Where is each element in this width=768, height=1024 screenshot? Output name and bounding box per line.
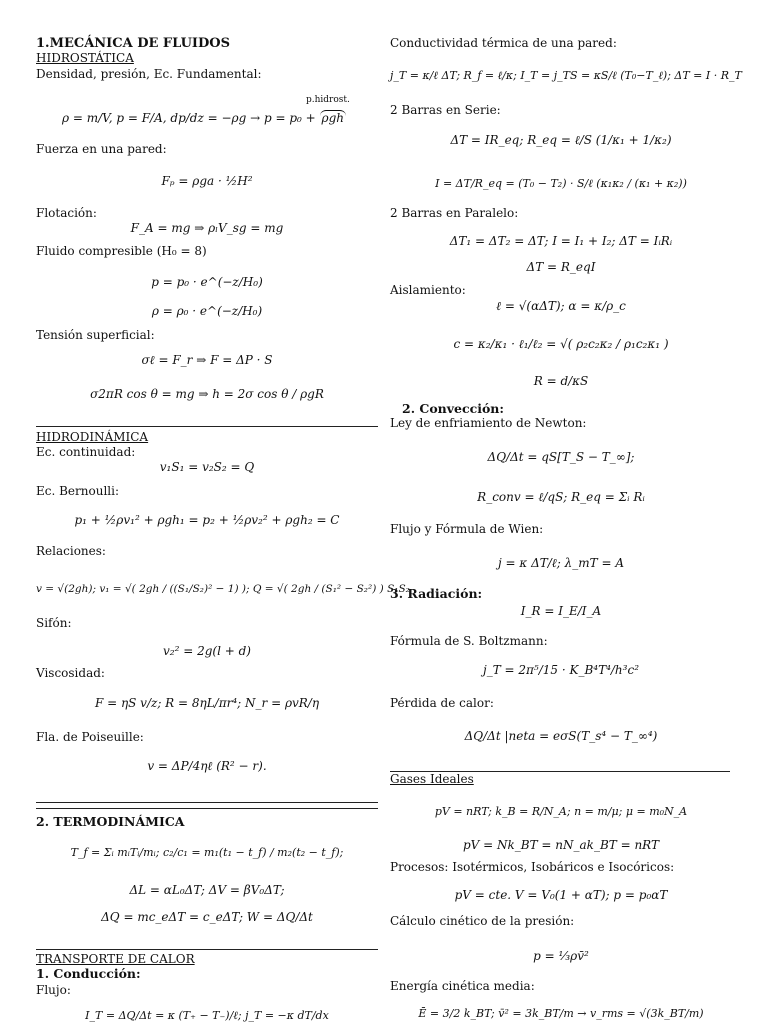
eq-serie1: ΔT = IR_eq; R_eq = ℓ/S (1/κ₁ + 1/κ₂) xyxy=(450,133,672,147)
eq-serie2: I = ΔT/R_eq = (T₀ − T₂) · S/ℓ (κ₁κ₂ / (κ₁ + κ₂)) xyxy=(435,177,687,190)
eq-relaciones: v = √(2gh); v₁ = √( 2gh / ((S₁/S₂)² − 1) ); Q = √( 2gh / (S₁² − S₂²) ) S₁S₂ xyxy=(36,583,410,595)
label-paralelo: 2 Barras en Paralelo: xyxy=(390,206,519,220)
label-compresible: Fluido compresible (H₀ = 8) xyxy=(36,244,207,258)
heading-conveccion: 2. Convección: xyxy=(402,401,505,416)
eq-fundamental-main: ρ = m/V, p = F/A, dp/dz = −ρg → p = p₀ + xyxy=(62,111,316,125)
eq-aisl2: c = κ₂/κ₁ · ℓ₁/ℓ₂ = √( ρ₂c₂κ₂ / ρ₁c₂κ₁ ) xyxy=(453,337,669,351)
section-title-fluidos: 1.MECÁNICA DE FLUIDOS xyxy=(36,36,230,51)
eq-procesos: pV = cte. V = V₀(1 + αT); p = p₀αT xyxy=(454,888,668,902)
eq-newton: ΔQ/Δt = qS[T_S − T_∞]; xyxy=(487,450,635,464)
divider-termo-2 xyxy=(36,808,378,809)
label-sifon: Sifón: xyxy=(36,616,72,630)
eq-flujo: I_T = ΔQ/Δt = κ (T₊ − T₋)/ℓ; j_T = −κ dT/dx xyxy=(85,1009,329,1022)
eq-cond-pared: j_T = κ/ℓ ΔT; R_f = ℓ/κ; I_T = j_TS = κS/ℓ (T₀−T_ℓ); ΔT = I · R_T xyxy=(390,69,742,82)
label-newton: Ley de enfriamiento de Newton: xyxy=(390,416,587,430)
eq-comp2: ρ = ρ₀ · e^(−z/H₀) xyxy=(151,304,263,318)
eq-fundamental-tail: ρgh xyxy=(321,111,344,125)
label-tension: Tensión superficial: xyxy=(36,328,155,342)
label-perdida: Pérdida de calor: xyxy=(390,696,494,710)
eq-boltzmann: j_T = 2π⁵/15 · K_B⁴T⁴/h³c² xyxy=(482,663,640,677)
eq-aisl1: ℓ = √(αΔT); α = κ/ρ_c xyxy=(496,299,626,313)
eq-wien: j = κ ΔT/ℓ; λ_mT = A xyxy=(498,556,624,570)
heading-conduccion: 1. Conducción: xyxy=(36,966,141,981)
eq-pared: Fₚ = ρga · ½H² xyxy=(161,174,253,188)
label-flujo: Flujo: xyxy=(36,983,71,997)
label-procesos: Procesos: Isotérmicos, Isobáricos e Isocóricos: xyxy=(390,860,675,874)
divider-hidrodinamica xyxy=(36,426,378,427)
eq-termo3: ΔQ = mc_eΔT = c_eΔT; W = ΔQ/Δt xyxy=(101,910,313,924)
eq-tension2: σ2πR cos θ = mg ⇒ h = 2σ cos θ / ρgR xyxy=(90,387,324,401)
eq-paralelo1: ΔT₁ = ΔT₂ = ΔT; I = I₁ + I₂; ΔT = IᵢRᵢ xyxy=(449,234,673,248)
eq-fundamental xyxy=(62,112,346,126)
eq-perdida: ΔQ/Δt |neta = eσS(T_s⁴ − T_∞⁴) xyxy=(464,729,658,743)
heading-hidrostatica: HIDROSTÁTICA xyxy=(36,51,134,65)
eq-bernoulli: p₁ + ½ρv₁² + ρgh₁ = p₂ + ½ρv₂² + ρgh₂ = C xyxy=(74,513,340,527)
eq-aisl3: R = d/κS xyxy=(533,374,589,388)
eq-gases1: pV = nRT; k_B = R/N_A; n = m/μ; μ = m₀N_A xyxy=(434,805,688,818)
label-pared: Fuerza en una pared: xyxy=(36,142,167,156)
heading-radiacion: 3. Radiación: xyxy=(390,586,483,601)
eq-flotacion: F_A = mg ⇒ ρₗV_sg = mg xyxy=(130,221,284,235)
label-energia: Energía cinética media: xyxy=(390,979,535,993)
label-densidad: Densidad, presión, Ec. Fundamental: xyxy=(36,67,262,81)
eq-gases2: pV = Nk_BT = nN_ak_BT = nRT xyxy=(462,838,660,852)
eq-cinetico: p = ⅓ρv̄² xyxy=(533,949,589,963)
heading-termodinamica: 2. TERMODINÁMICA xyxy=(36,814,185,829)
label-relaciones: Relaciones: xyxy=(36,544,106,558)
eq-termo2: ΔL = αL₀ΔT; ΔV = βV₀ΔT; xyxy=(129,883,285,897)
heading-hidrodinamica: HIDRODINÁMICA xyxy=(36,430,149,444)
eq-sifon: v₂² = 2g(l + d) xyxy=(163,644,251,658)
label-poiseuille: Fla. de Poiseuille: xyxy=(36,730,144,744)
label-aislamiento: Aislamiento: xyxy=(390,283,466,297)
divider-transporte xyxy=(36,949,378,950)
eq-termo1: T_f = Σᵢ mᵢTᵢ/mᵢ; c₂/c₁ = m₁(t₁ − t_f) / m₂(t₂ − t_f); xyxy=(70,846,344,859)
heading-transporte: TRANSPORTE DE CALOR xyxy=(36,952,195,966)
note-phidrost: p.hidrost. xyxy=(306,95,350,105)
eq-rconv: R_conv = ℓ/qS; R_eq = Σᵢ Rᵢ xyxy=(477,490,645,504)
label-wien: Flujo y Fórmula de Wien: xyxy=(390,522,544,536)
label-flotacion: Flotación: xyxy=(36,206,97,220)
label-bernoulli: Ec. Bernoulli: xyxy=(36,484,120,498)
heading-gases: Gases Ideales xyxy=(390,772,474,786)
label-boltzmann: Fórmula de S. Boltzmann: xyxy=(390,634,548,648)
label-cond-pared: Conductividad térmica de una pared: xyxy=(390,36,617,50)
label-continuidad: Ec. continuidad: xyxy=(36,445,136,459)
eq-radiacion: I_R = I_E/I_A xyxy=(520,604,602,618)
divider-termo-1 xyxy=(36,802,378,803)
eq-energia: Ē = 3/2 k_BT; v̄² = 3k_BT/m → v_rms = √(3k_BT/m) xyxy=(418,1007,704,1020)
eq-comp1: p = p₀ · e^(−z/H₀) xyxy=(151,275,263,289)
label-viscosidad: Viscosidad: xyxy=(36,666,105,680)
eq-paralelo2: ΔT = R_eqI xyxy=(526,260,596,274)
eq-continuidad: v₁S₁ = v₂S₂ = Q xyxy=(159,460,255,474)
eq-poiseuille: v = ΔP/4ηℓ (R² − r). xyxy=(147,759,267,773)
eq-viscosidad: F = ηS v/z; R = 8ηL/πr⁴; N_r = ρvR/η xyxy=(94,696,320,710)
label-serie: 2 Barras en Serie: xyxy=(390,103,501,117)
eq-tension1: σℓ = F_r ⇒ F = ΔP · S xyxy=(141,353,273,367)
label-cinetico: Cálculo cinético de la presión: xyxy=(390,914,575,928)
